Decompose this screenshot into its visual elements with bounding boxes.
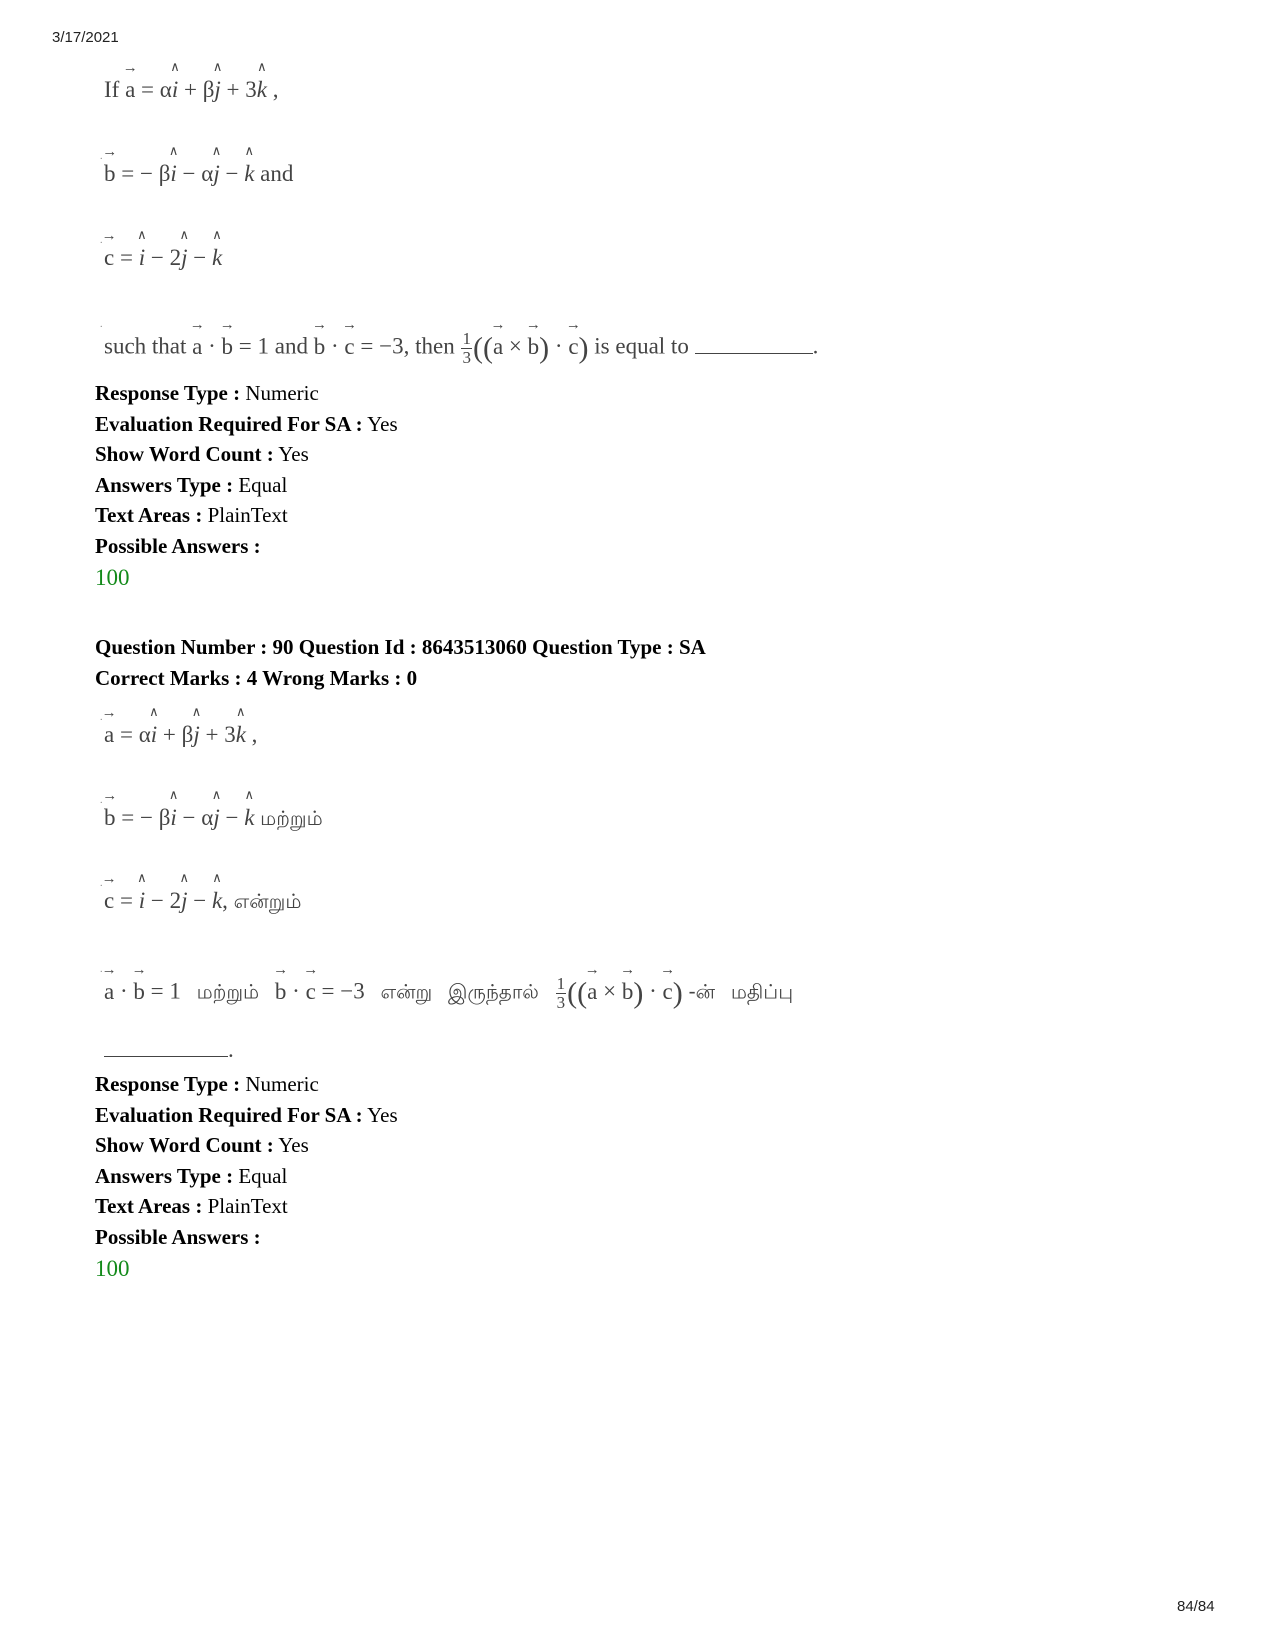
is-equal-to-text: is equal to (594, 333, 689, 359)
q89-condition-line: . such that → a · → b = 1 and → b · → c = −3, then $\frac{1}{3}$ ((→ a × → b) · → c) is equal to . (104, 330, 818, 367)
q90-header (95, 632, 706, 693)
tamil-and-text: மற்றும் (196, 979, 260, 1004)
word-count-row: Show Word Count : Yes (95, 1133, 309, 1157)
if-text: If (104, 77, 120, 102)
possible-answer-value: 100 (95, 565, 130, 590)
q89-meta (95, 378, 398, 594)
tamil-and-text: மற்றும் (260, 806, 323, 830)
tamil-also-text: என்றும் (233, 889, 302, 913)
text-areas-row: Text Areas : PlainText (95, 503, 288, 527)
answer-blank (695, 353, 813, 354)
tamil-of-text: -ன் (688, 979, 716, 1004)
q90-condition-line: . → a · → b = 1 மற்றும் → b · → c = −3 என்று இருந்தால் $\frac{1}{3}$ ((→ a × → b) · → c) -ன் மதிப்பு (104, 975, 793, 1012)
and-text: and (274, 333, 308, 359)
response-type-row: Response Type : Numeric (95, 1072, 319, 1096)
q90-blank-line: . (104, 1038, 234, 1061)
possible-answers-row: Possible Answers : (95, 533, 261, 558)
response-type-row: Response Type : Numeric (95, 381, 319, 405)
and-text: and (260, 161, 294, 186)
possible-answers-row: Possible Answers : (95, 1224, 261, 1249)
page-date: 3/17/2021 (52, 29, 119, 46)
answers-type-row: Answers Type : Equal (95, 472, 288, 497)
such-that-text: such that (104, 333, 187, 359)
q89-vector-c-line: . → c = ∧ i − 2∧ j − ∧ k (104, 246, 222, 269)
tamil-if-text: இருந்தால் (447, 979, 539, 1004)
answers-type-row: Answers Type : Equal (95, 1163, 288, 1188)
q90-vector-b-line: . → b = − β∧ i − α∧ j − ∧ k மற்றும் (104, 806, 323, 829)
evaluation-row: Evaluation Required For SA : Yes (95, 1102, 398, 1127)
page-number: 84/84 (1177, 1598, 1215, 1615)
q90-meta (95, 1069, 398, 1285)
q90-vector-c-line: . → c = ∧ i − 2∧ j − ∧ k, என்றும் (104, 889, 301, 912)
word-count-row: Show Word Count : Yes (95, 442, 309, 466)
possible-answer-value: 100 (95, 1256, 130, 1281)
tamil-value-text: மதிப்பு (730, 979, 794, 1004)
q89-vector-b-line: . → b = − β∧ i − α∧ j − ∧ k and (104, 162, 293, 185)
evaluation-row: Evaluation Required For SA : Yes (95, 411, 398, 436)
text-areas-row: Text Areas : PlainText (95, 1194, 288, 1218)
tamil-so-text: என்று (380, 979, 433, 1004)
answer-blank (104, 1056, 228, 1057)
q90-vector-a-line: . → a = α∧ i + β∧ j + 3∧ k , (104, 723, 257, 746)
question-info: Question Number : 90 Question Id : 8643513060 Question Type : SA (95, 635, 706, 659)
then-text: , then (403, 333, 455, 359)
marks-info: Correct Marks : 4 Wrong Marks : 0 (95, 665, 418, 690)
q89-vector-a-line: If → a = α∧ i + β∧ j + 3∧ k , (104, 78, 279, 101)
